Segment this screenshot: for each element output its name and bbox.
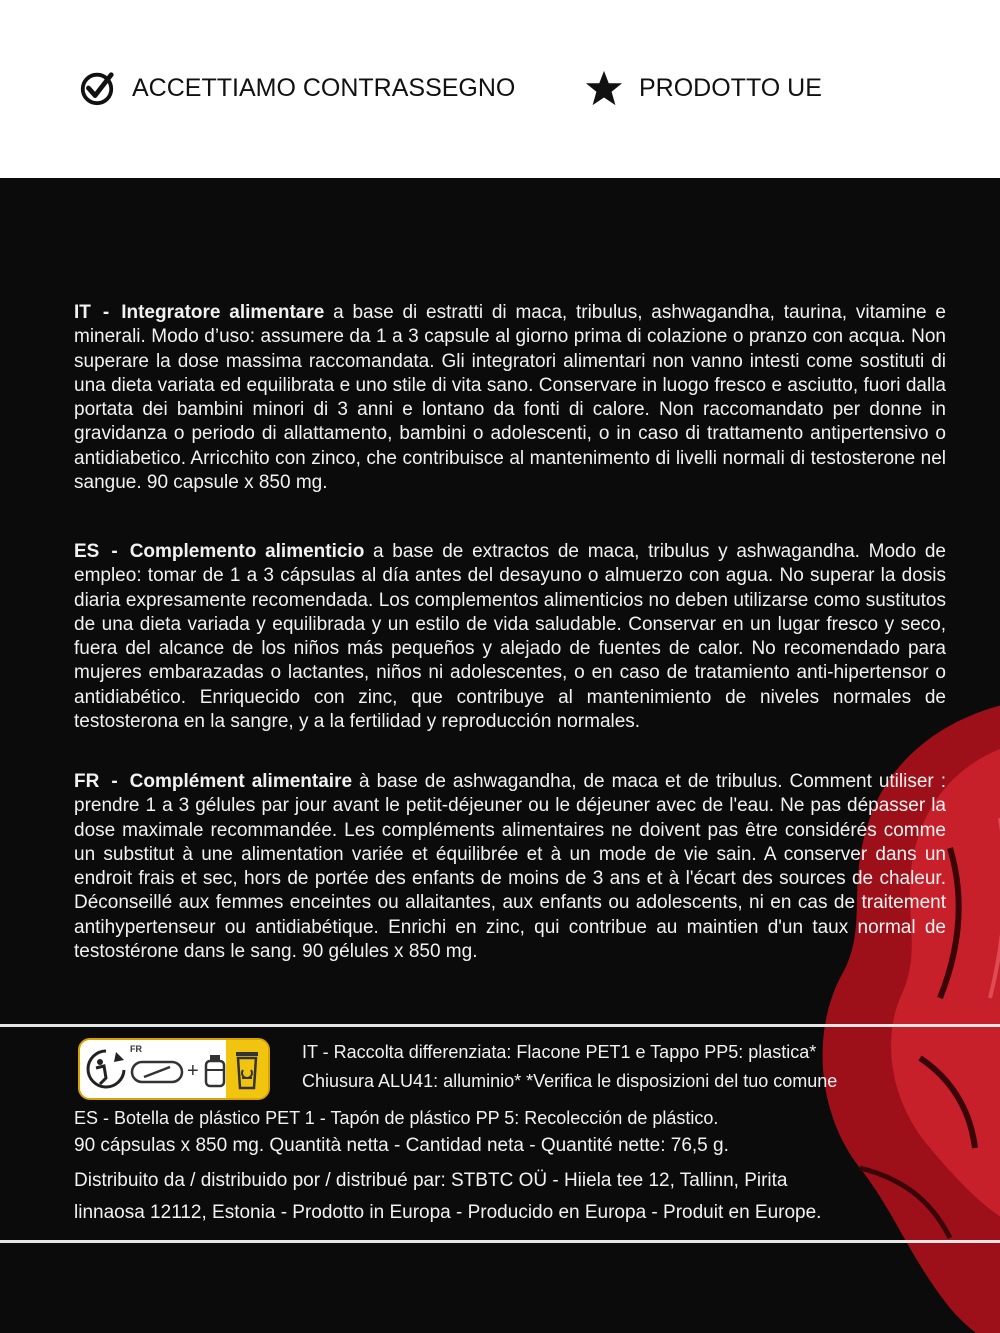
product-type: Complément alimentaire [129,771,353,792]
recycling-it-line-2: Chiusura ALU41: alluminio* *Verifica le disposizioni del tuo comune [302,1071,838,1091]
product-type: Complemento alimenticio [129,541,365,562]
description-text: à base de ashwagandha, de maca et de tribulus. Comment utiliser : prendre 1 a 3 gélules par jour avant le petit-déjeuner ou le déjeuner avec de l'eau. Ne pas dépasser la dose maximale recommandée. Les compléments alimentaires ne doivent pas être considérés comme un substitut à une alimentation variée et équilibrée et à un mode de vie sain. A conserver dans un endroit frais et sec, hors de portée des enfants de moins de 3 ans et à l'écart des sources de chaleur. Déconseillé aux femmes enceintes ou allaitantes, aux enfants ou adolescents, ni en cas de traitement antihypertenseur ou antidiabétique. Enrichi en zinc, qui contribue au maintien d'un taux normal de testostérone dans le sang. 90 gélules x 850 mg. [74,771,947,963]
separator: - [111,541,118,562]
french-description [74,770,946,964]
separator: - [102,302,110,323]
language-code: IT [74,302,91,323]
cod-badge [78,68,515,108]
badge-country-code: FR [130,1044,142,1054]
triman-icon [86,1048,126,1090]
recycling-badge [78,1038,270,1100]
divider-top [0,1024,1000,1027]
eu-product-label: PRODOTTO UE [639,73,822,102]
recycling-it-line-1: IT - Raccolta differenziata: Flacone PET1 e Tappo PP5: plastica* [302,1042,817,1062]
distributor-line: Distribuito da / distribuido por / distribué par: STBTC OÜ - Hiiela tee 12, Tallinn, Pirita [74,1170,788,1191]
label-panel [0,178,1000,1333]
plus-sign: + [187,1060,199,1082]
origin-line: linnaosa 12112, Estonia - Prodotto in Europa - Producido en Europa - Produit en Europe. [74,1202,822,1223]
spanish-description [74,540,946,734]
eu-product-badge [585,68,822,108]
net-quantity-line: 90 cápsulas x 850 mg. Quantità netta - Cantidad neta - Quantité nette: 76,5 g. [74,1135,729,1156]
star-icon [585,69,623,107]
description-text: a base de extractos de maca, tribulus y ashwagandha. Modo de empleo: tomar de 1 a 3 cápsulas al día antes del desayuno o almuerzo con agua. No superar la dosis diaria expresamente recomendada. Los complementos alimenticios no deben utilizarse como sustitutos de una dieta variada y equilibrada y un estilo de vida saludable. Conservar en un lugar fresco y seco, fuera del alcance de los niños más pequeños y alejado de fuentes de calor. No recomendado para mujeres embarazadas o lactantes, niños ni adolescentes, o en caso de tratamiento anti-hipertensor o antidiabético. Enriquecido con zinc, que contribuye al mantenimiento de niveles normales de testosterona en la sangre, y a la fertilidad y reproducción normales. [74,541,946,733]
recycle-bin-icon [234,1048,260,1090]
italian-description [74,301,946,495]
top-banner [0,0,1000,178]
language-code: ES [74,541,100,562]
yellow-bin [226,1040,268,1098]
capsule-icon [130,1058,184,1086]
recycling-es-line: ES - Botella de plástico PET 1 - Tapón de plástico PP 5: Recolección de plástico. [74,1108,719,1128]
description-text: a base di estratti di maca, tribulus, ashwagandha, taurina, vitamine e minerali. Modo d’uso: assumere da 1 a 3 capsule al giorno prima di colazione o pranzo con acqua. Non superare la dose massima raccomandata. Gli integratori alimentari non vanno intesti come sostituti di una dieta variata ed equilibrata e uno stile di vita sano. Conservare in luogo fresco e asciutto, fuori dalla portata dei bambini minori di 3 anni e lontano da fonti di calore. Non raccomandato per donne in gravidanza o periodo di allattamento, bambini o adolescenti, o in caso di trattamento antipertensivo o antidiabetico. Arricchito con zinco, che contribuisce al mantenimento di livelli normali di testosterone nel sangue. 90 capsule x 850 mg. [74,302,946,494]
language-code: FR [74,771,100,792]
product-type: Integratore alimentare [121,302,325,323]
bottle-icon [204,1054,226,1088]
cod-label: ACCETTIAMO CONTRASSEGNO [132,73,516,102]
separator: - [111,771,118,792]
check-circle-icon [78,69,116,107]
divider-bottom [0,1240,1000,1243]
